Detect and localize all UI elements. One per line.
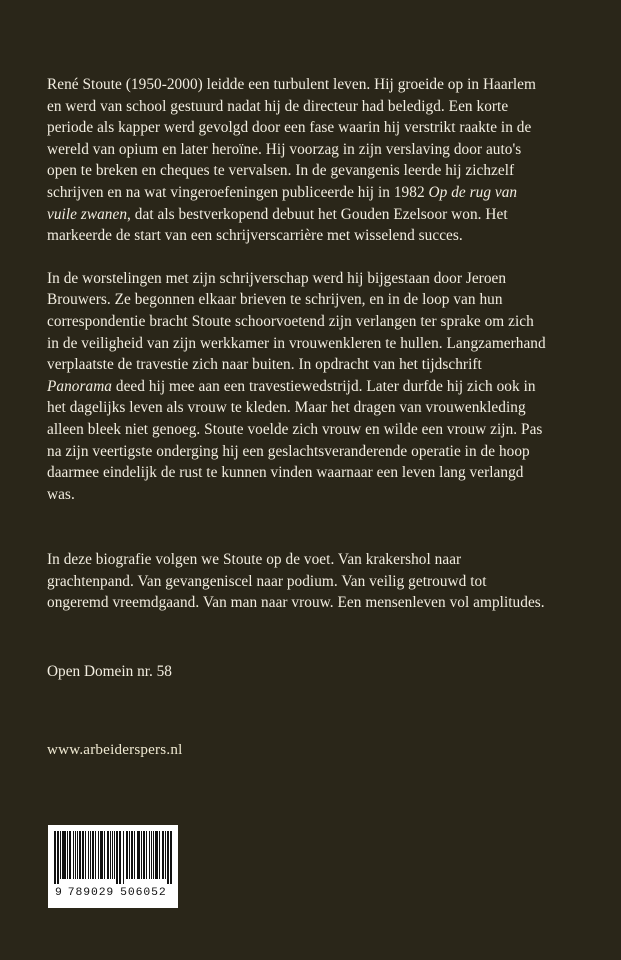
barcode-bar [107, 831, 109, 879]
barcode-bar [151, 831, 152, 879]
barcode-bar [112, 831, 113, 879]
barcode-bar [155, 831, 158, 879]
barcode-bar [75, 831, 76, 879]
barcode-bar [137, 831, 140, 879]
barcode-bar [126, 831, 128, 879]
barcode-bar [129, 831, 130, 879]
series-label: Open Domein nr. 58 [47, 663, 172, 680]
barcode-bar [143, 831, 145, 879]
barcode-bar [110, 831, 111, 879]
barcode-bar [88, 831, 89, 879]
blurb-paragraph-3 [47, 549, 547, 614]
barcode-bar [100, 831, 103, 879]
barcode-bar [104, 831, 105, 879]
barcode-bar [165, 831, 166, 879]
italic-title: Op de rug van vuile zwanen [47, 183, 518, 223]
body-run: , dat als bestverkopend debuut het Gouden Ezelsoor won. Het markeerde de start van een schrijverscarrière met wisselend succes. [47, 205, 508, 245]
barcode-digit-lead: 9 [55, 887, 63, 899]
barcode-bar [98, 831, 99, 879]
body-run: In de worstelingen met zijn schrijverschap werd hij bijgestaan door Jeroen Brouwers. Ze begonnen elkaar brieven te schrijven, en in de loop van hun correspondentie bracht Stoute schoorvoetend zijn verlangen ter sprake om zich in de veiligheid van zijn werkkamer in vrouwenkleren te hullen. Langzamerhand verplaatste de travestie zich naar buiten. In opdracht van het tijdschrift [47, 269, 546, 374]
barcode-bar [57, 831, 59, 884]
barcode-bar [54, 831, 56, 884]
barcode-bar [92, 831, 94, 879]
blurb-text-block [47, 74, 547, 614]
publisher-website: www.arbeiderspers.nl [47, 742, 183, 758]
barcode-bar [170, 831, 172, 884]
barcode-bars [54, 831, 172, 884]
blurb-paragraph-2 [47, 268, 547, 506]
barcode-bar [95, 831, 96, 879]
isbn-barcode [48, 825, 178, 908]
barcode-bar [77, 831, 78, 879]
body-run: René Stoute (1950-2000) leidde een turbulent leven. Hij groeide op in Haarlem en werd van school gestuurd nadat hij de directeur had beledigd. Een korte periode als kapper werd gevolgd door een fase waarin hij verstrikt raakte in de wereld van opium en later heroïne. Hij voorzag in zijn verslaving door auto's open te breken en cheques te vervalsen. In de gevangenis leerde hij zichzelf schrijven en na wat vingeroefeningen publiceerde hij in 1982 [47, 76, 536, 201]
barcode-bar [149, 831, 150, 879]
barcode-bar [119, 831, 121, 884]
barcode-digits [54, 884, 173, 900]
barcode-digits-left: 789029 [67, 887, 115, 899]
barcode-bar [116, 831, 118, 884]
body-run: In deze biografie volgen we Stoute op de voet. Van krakershol naar grachtenpand. Van gevangeniscel naar podium. Van veilig getrouwd tot ongeremd vreemdgaand. Van man naar vrouw. Een mensenleven vol amplitudes. [47, 551, 545, 612]
barcode-bar [123, 831, 125, 884]
barcode-bar [90, 831, 91, 879]
barcode-bar [114, 831, 115, 879]
barcode-bar [162, 831, 164, 879]
barcode-bar [73, 831, 74, 879]
blurb-paragraph-1 [47, 74, 547, 247]
barcode-bar [82, 831, 84, 879]
barcode-bar [167, 831, 169, 884]
barcode-bar [141, 831, 142, 879]
barcode-bar [85, 831, 86, 879]
barcode-bar [62, 831, 65, 879]
barcode-bar [79, 831, 81, 879]
body-run: deed hij mee aan een travestiewedstrijd. Later durfde hij zich ook in het dagelijks leven als vrouw te kleden. Maar het dragen van vrouwenkleding alleen bleek niet genoeg. Stoute voelde zich vrouw en wilde een vrouw zijn. Pas na zijn veertigste onderging hij een geslachtsveranderende operatie in de hoop daarmee eindelijk de rust te kunnen vinden waarnaar een leven lang verlangd was. [47, 377, 543, 503]
barcode-bar [146, 831, 147, 879]
italic-title: Panorama [47, 377, 112, 395]
barcode-bar [131, 831, 133, 879]
barcode-bar [159, 831, 160, 879]
barcode-bar [69, 831, 71, 879]
barcode-bar [60, 831, 61, 879]
barcode-bar [67, 831, 68, 879]
barcode-bar [153, 831, 154, 879]
barcode-bar [134, 831, 135, 879]
barcode-digits-right: 506052 [120, 887, 167, 899]
